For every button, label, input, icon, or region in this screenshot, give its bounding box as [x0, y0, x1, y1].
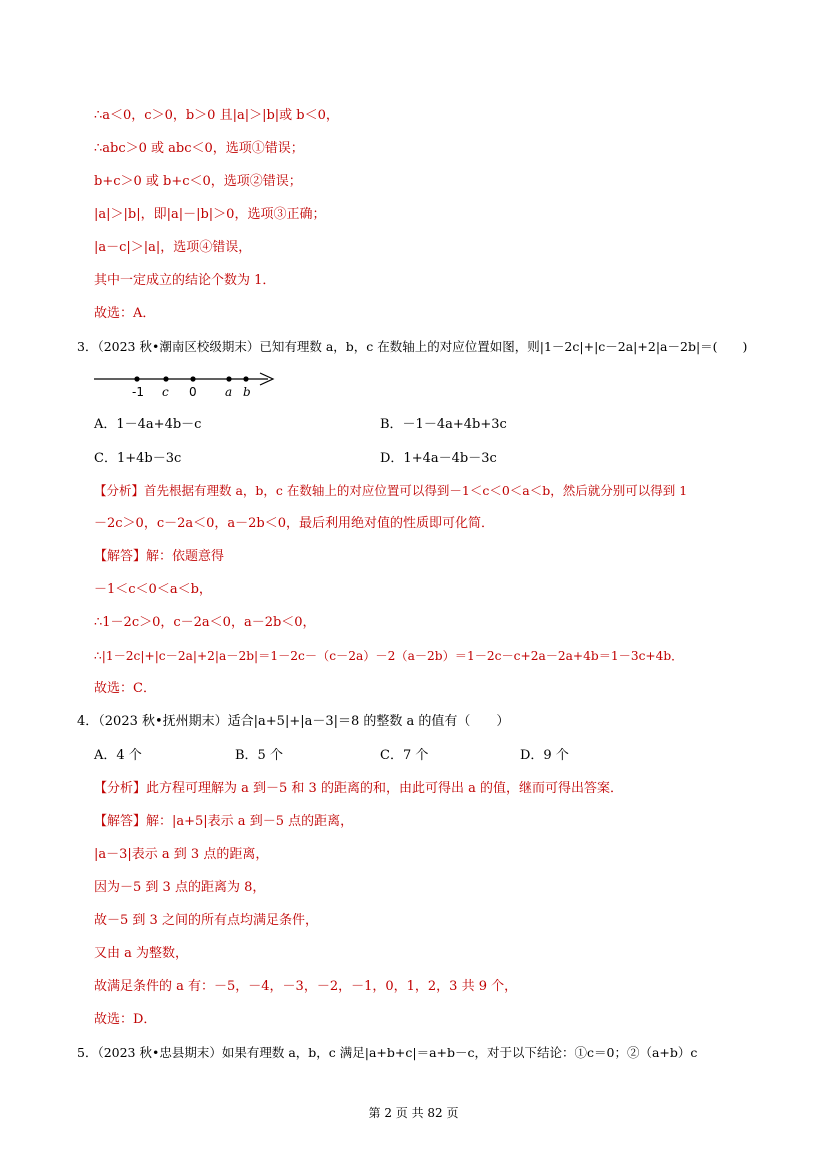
- solution-line: ∴a＜0，c＞0，b＞0 且|a|＞|b|或 b＜0，: [94, 108, 339, 123]
- q4-option-b: B．5 个: [235, 748, 283, 763]
- question-5-stem: 5．（2023 秋•忠县期末）如果有理数 a，b，c 满足|a+b+c|＝a+b－c，对于以下结论：①c＝0；②（a+b）c: [77, 1045, 698, 1060]
- point-b: [243, 376, 248, 381]
- page-footer: 第 2 页 共 82 页: [368, 1106, 459, 1120]
- q3-option-b: B．－1－4a+4b+3c: [380, 417, 507, 432]
- q3-option-c: C．1+4b－3c: [94, 451, 182, 466]
- point-c: [163, 376, 168, 381]
- point-neg1: [134, 376, 139, 381]
- q4-answer: 故满足条件的 a 有：－5，－4，－3，－2，－1，0，1，2，3 共 9 个，: [94, 979, 518, 994]
- q3-answer: －1＜c＜0＜a＜b，: [94, 582, 212, 597]
- q4-analysis: 【分析】此方程可理解为 a 到－5 和 3 的距离的和，由此可得出 a 的值，继而可得出答案．: [94, 781, 623, 796]
- solution-line: |a－c|＞|a|，选项④错误，: [94, 240, 252, 255]
- point-0: [190, 376, 195, 381]
- solution-line: 其中一定成立的结论个数为 1．: [94, 273, 276, 288]
- q4-choice: 故选：D．: [94, 1012, 157, 1027]
- question-3-stem: 3．（2023 秋•潮南区校级期末）已知有理数 a，b，c 在数轴上的对应位置如图，则|1－2c|+|c－2a|+2|a－2b|＝( ): [77, 339, 748, 354]
- point-a: [226, 376, 231, 381]
- q4-answer: |a－3|表示 a 到 3 点的距离，: [94, 847, 269, 862]
- label-b: b: [243, 385, 251, 399]
- q4-option-d: D．9 个: [520, 748, 569, 763]
- q3-choice: 故选：C．: [94, 681, 156, 696]
- label-0: 0: [189, 385, 197, 399]
- label-c: c: [162, 385, 169, 399]
- q4-answer: 故－5 到 3 之间的所有点均满足条件，: [94, 913, 318, 928]
- q4-option-a: A．4 个: [94, 748, 142, 763]
- q3-analysis: －2c＞0，c－2a＜0，a－2b＜0，最后利用绝对值的性质即可化简．: [94, 516, 495, 531]
- solution-line: |a|＞|b|，即|a|－|b|＞0，选项③正确；: [94, 207, 326, 222]
- solution-line: b+c＞0 或 b+c＜0，选项②错误；: [94, 174, 302, 189]
- q4-answer: 【解答】解：|a+5|表示 a 到－5 点的距离，: [94, 814, 354, 829]
- question-4-stem: 4．（2023 秋•抚州期末）适合|a+5|+|a－3|＝8 的整数 a 的值有（ ）: [77, 714, 510, 729]
- number-line-figure: [92, 367, 282, 401]
- label-neg1: -1: [132, 385, 144, 399]
- label-a: a: [225, 385, 233, 399]
- q3-answer: 【解答】解：依题意得: [94, 549, 225, 564]
- solution-line: ∴abc＞0 或 abc＜0，选项①错误；: [94, 141, 304, 156]
- q3-answer: ∴|1－2c|+|c－2a|+2|a－2b|＝1－2c－（c－2a）－2（a－2b）＝1－2c－c+2a－2a+4b＝1－3c+4b．: [94, 649, 684, 663]
- q3-option-a: A．1－4a+4b－c: [94, 417, 202, 432]
- solution-choice: 故选：A．: [94, 306, 156, 321]
- q4-answer: 因为－5 到 3 点的距离为 8，: [94, 880, 266, 895]
- q4-answer: 又由 a 为整数，: [94, 946, 189, 961]
- q3-analysis: 【分析】首先根据有理数 a，b，c 在数轴上的对应位置可以得到－1＜c＜0＜a＜b，然后就分别可以得到 1: [94, 483, 688, 498]
- q4-option-c: C．7 个: [380, 748, 429, 763]
- q3-option-d: D．1+4a－4b－3c: [380, 451, 497, 466]
- q3-answer: ∴1－2c＞0，c－2a＜0，a－2b＜0，: [94, 615, 316, 630]
